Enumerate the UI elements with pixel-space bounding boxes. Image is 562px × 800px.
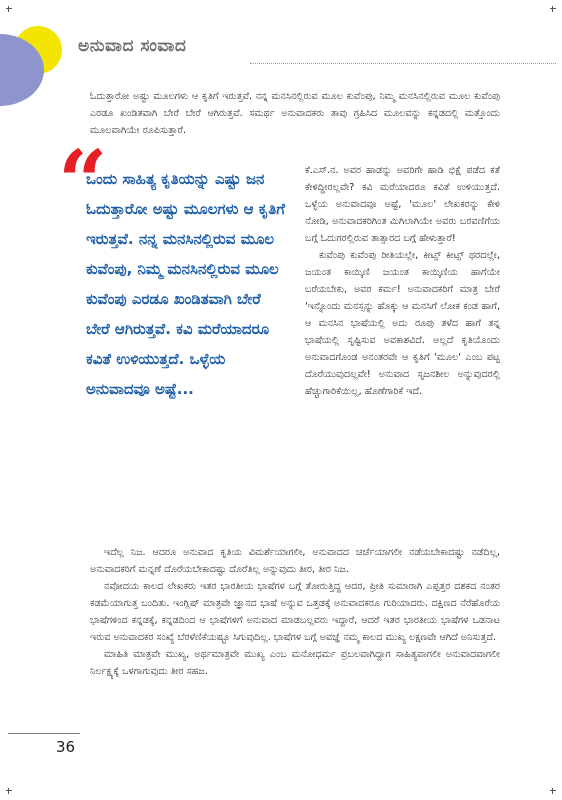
footer-rule	[8, 733, 80, 734]
right-column-paragraph: ಕುವೆಂಪು ಕುವೆಂಪು ರೀತಿಯಲ್ಲೇ, ಕೀಟ್ಸ್ ಕೀಟ್ಸ್ ಥರದಲ್ಲೇ, ಜಯಂತ ಕಾಯ್ಕಿಣಿ ಜಯಂತ ಕಾಯ್ಕಿಣಿಯ ಹಾಗೆಯೇ ಬರೆಯಬೇಕು, ಅವರ ಕರ್ಮ! ಅನುವಾದಕರಿಗೆ ಮಾತ್ರ ಬೇರೆ 'ಇನ್ನೊಂದು ಮನಸ್ಸನ್ನು ಹೊಕ್ಕು ಆ ಮನಸಿಗೆ ಲೋಕ ಕಂಡ ಹಾಗೆ, ಆ ಮನಸಿನ ಭಾಷೆಯಲ್ಲಿ ಅದು ರೂಪು ತಳೆದ ಹಾಗೆ ತನ್ನ ಭಾಷೆಯಲ್ಲಿ ಸೃಷ್ಟಿಸುವ ಅವಕಾಶವಿದೆ. ಅಲ್ಲದೆ ಕೃತಿಯೊಂದು ಅನುವಾದಗೊಂಡ ಅನಂತರವೇ ಆ ಕೃತಿಗೆ 'ಮೂಲ' ಎಂಬ ಪಟ್ಟ ದೊರೆಯುವುದಲ್ಲವೇ! ಅನುವಾದ ಸೃಜನಶೀಲ ಅನ್ನುವುದರಲ್ಲಿ ಹೆಚ್ಚುಗಾರಿಕೆಯಿಲ್ಲ, ಹೊಣೆಗಾರಿಕೆ ಇದೆ.	[305, 250, 500, 397]
body-paragraph: ಇದೆಲ್ಲ ನಿಜ. ಆದರೂ ಅನುವಾದ ಕೃತಿಯ ವಿಮರ್ಶೆಯಾಗಲೀ, ಅನುವಾದದ ಚರ್ಚೆಯಾಗಲೀ ನಡೆಯಬೇಕಾದಷ್ಟು ನಡೆದಿಲ್ಲ, ಅನುವಾದಕರಿಗೆ ಮನ್ನಣೆ ದೊರೆಯಬೇಕಾದಷ್ಟು ದೊರೆತಿಲ್ಲ ಅನ್ನುವುದು ತೀರ, ತೀರ ನಿಜ.	[90, 547, 500, 575]
pull-quote: ಒಂದು ಸಾಹಿತ್ಯ ಕೃತಿಯನ್ನು ಎಷ್ಟು ಜನ ಓದುತ್ತಾರೋ ಅಷ್ಟು ಮೂಲಗಳು ಆ ಕೃತಿಗೆ ಇರುತ್ತವೆ. ನನ್ನ ಮನಸಿನಲ್ಲಿರುವ ಮೂಲ ಕುವೆಂಪು, ನಿಮ್ಮ ಮನಸಿನಲ್ಲಿರುವ ಮೂಲ ಕುವೆಂಪು ಎರಡೂ ಖಂಡಿತವಾಗಿ ಬೇರೆ ಬೇರೆ ಆಗಿರುತ್ತವೆ. ಕವಿ ಮರೆಯಾದರೂ ಕವಿತೆ ಉಳಿಯುತ್ತದೆ. ಒಳ್ಳೆಯ ಅನುವಾದವೂ ಅಷ್ಟೆ...	[86, 170, 285, 398]
intro-paragraph: ಓದುತ್ತಾರೋ ಅಷ್ಟು ಮೂಲಗಳು ಆ ಕೃತಿಗೆ ಇರುತ್ತವೆ. ನನ್ನ ಮನಸಿನಲ್ಲಿರುವ ಮೂಲ ಕುವೆಂಪು, ನಿಮ್ಮ ಮನಸಿನಲ್ಲಿರುವ ಮೂಲ ಕುವೆಂಪು ಎರಡೂ ಖಂಡಿತವಾಗಿ ಬೇರೆ ಬೇರೆ ಆಗಿರುತ್ತವೆ. ಸಮರ್ಥ ಅನುವಾದಕರು ತಾವು ಗ್ರಹಿಸಿದ ಮೂಲವನ್ನು ಕನ್ನಡದಲ್ಲಿ ಮತ್ತೊಂದು ಮೂಲವಾಗಿಯೇ ರೂಪಿಸುತ್ತಾರೆ.	[90, 91, 500, 136]
quote-mark-icon: “	[58, 132, 108, 233]
section-title: ಅನುವಾದ ಸಂವಾದ	[78, 36, 187, 56]
right-column-paragraph: ಕೆ.ಎಸ್.ನ. ಅವರ ಹಾಡನ್ನು ಅವರಿಗೇ ಹಾಡಿ ಭಿಕ್ಷೆ ಪಡೆದ ಕತೆ ಕೇಳಿದ್ದೀರಲ್ಲವೇ? ಕವಿ ಮರೆಯಾದರೂ ಕವಿತೆ ಉಳಿಯುತ್ತದೆ. ಒಳ್ಳೆಯ ಅನುವಾದವೂ ಅಷ್ಟೆ, 'ಮೂಲ' ಲೇಖಕರನ್ನು ಕೇಳಿ ನೋಡಿ, ಅನುವಾದಕರಿಗಿಂತ ಮಿಗಿಲಾಗಿಯೇ ಅವರು ಬರವಣಿಗೆಯ ಬಗ್ಗೆ ಓದುಗರಲ್ಲಿರುವ ತಾತ್ಸಾರದ ಬಗ್ಗೆ ಹೇಳುತ್ತಾರೆ!	[305, 165, 500, 244]
page-number: 36	[56, 738, 76, 756]
crop-mark-bottom-right	[548, 786, 558, 796]
body-text	[90, 544, 500, 680]
body-paragraph: ನವೋದಯ ಕಾಲದ ಲೇಖಕರು ಇತರ ಭಾರತೀಯ ಭಾಷೆಗಳ ಬಗ್ಗೆ ತೋರುತ್ತಿದ್ದ ಆದರ, ಪ್ರೀತಿ ಸುಮಾರಾಗಿ ಎಪ್ಪತ್ತರ ದಶಕದ ನಂತರ ಕಡಮೆಯಾಗುತ್ತ ಬಂದಿತು. ಇಂಗ್ಲಿಷ್ ಮಾತ್ರವೇ ಜ್ಞಾನದ ಭಾಷೆ ಅನ್ನುವ ಒತ್ತಡಕ್ಕೆ ಅನುವಾದಕರೂ ಗುರಿಯಾದರು. ದಕ್ಷಿಣದ ನೆರೆಹೊರೆಯ ಭಾಷೆಗಳಿಂದ ಕನ್ನಡಕ್ಕೆ, ಕನ್ನಡದಿಂದ ಆ ಭಾಷೆಗಳಿಗೆ ಅನುವಾದ ಮಾಡಬಲ್ಲವರು ಇದ್ದಾರೆ, ಆದರೆ ಇತರ ಭಾರತೀಯ ಭಾಷೆಗಳ ಒಡನಾಟ ಇರುವ ಅನುವಾದಕರ ಸಂಖ್ಯೆ ಬೆರಳೆಣಿಕೆಯಷ್ಟೂ ಸಿಗುವುದಿಲ್ಲ. ಭಾಷೆಗಳ ಬಗ್ಗೆ ಅವಜ್ಞೆ ನಮ್ಮ ಕಾಲದ ಮುಖ್ಯ ಲಕ್ಷಣವೇ ಆಗಿದೆ ಅನಿಸುತ್ತದೆ.	[90, 581, 500, 643]
header-dotted-rule	[250, 63, 556, 64]
crop-mark-top-left	[4, 4, 14, 14]
right-column	[305, 162, 500, 400]
crop-mark-top-right	[548, 4, 558, 14]
crop-mark-bottom-left	[4, 786, 14, 796]
body-paragraph: ಮಾಹಿತಿ ಮಾತ್ರವೇ ಮುಖ್ಯ, ಅರ್ಥಮಾತ್ರವೇ ಮುಖ್ಯ ಎಂಬ ಮನೋಧರ್ಮ ಪ್ರಬಲವಾಗಿದ್ದಾಗ ಸಾಹಿತ್ಯವಾಗಲೀ ಅನುವಾದವಾಗಲೀ ನಿರ್ಲಕ್ಷ್ಯಕ್ಕೆ ಒಳಗಾಗುವುದು ತೀರ ಸಹಜ.	[90, 649, 500, 677]
